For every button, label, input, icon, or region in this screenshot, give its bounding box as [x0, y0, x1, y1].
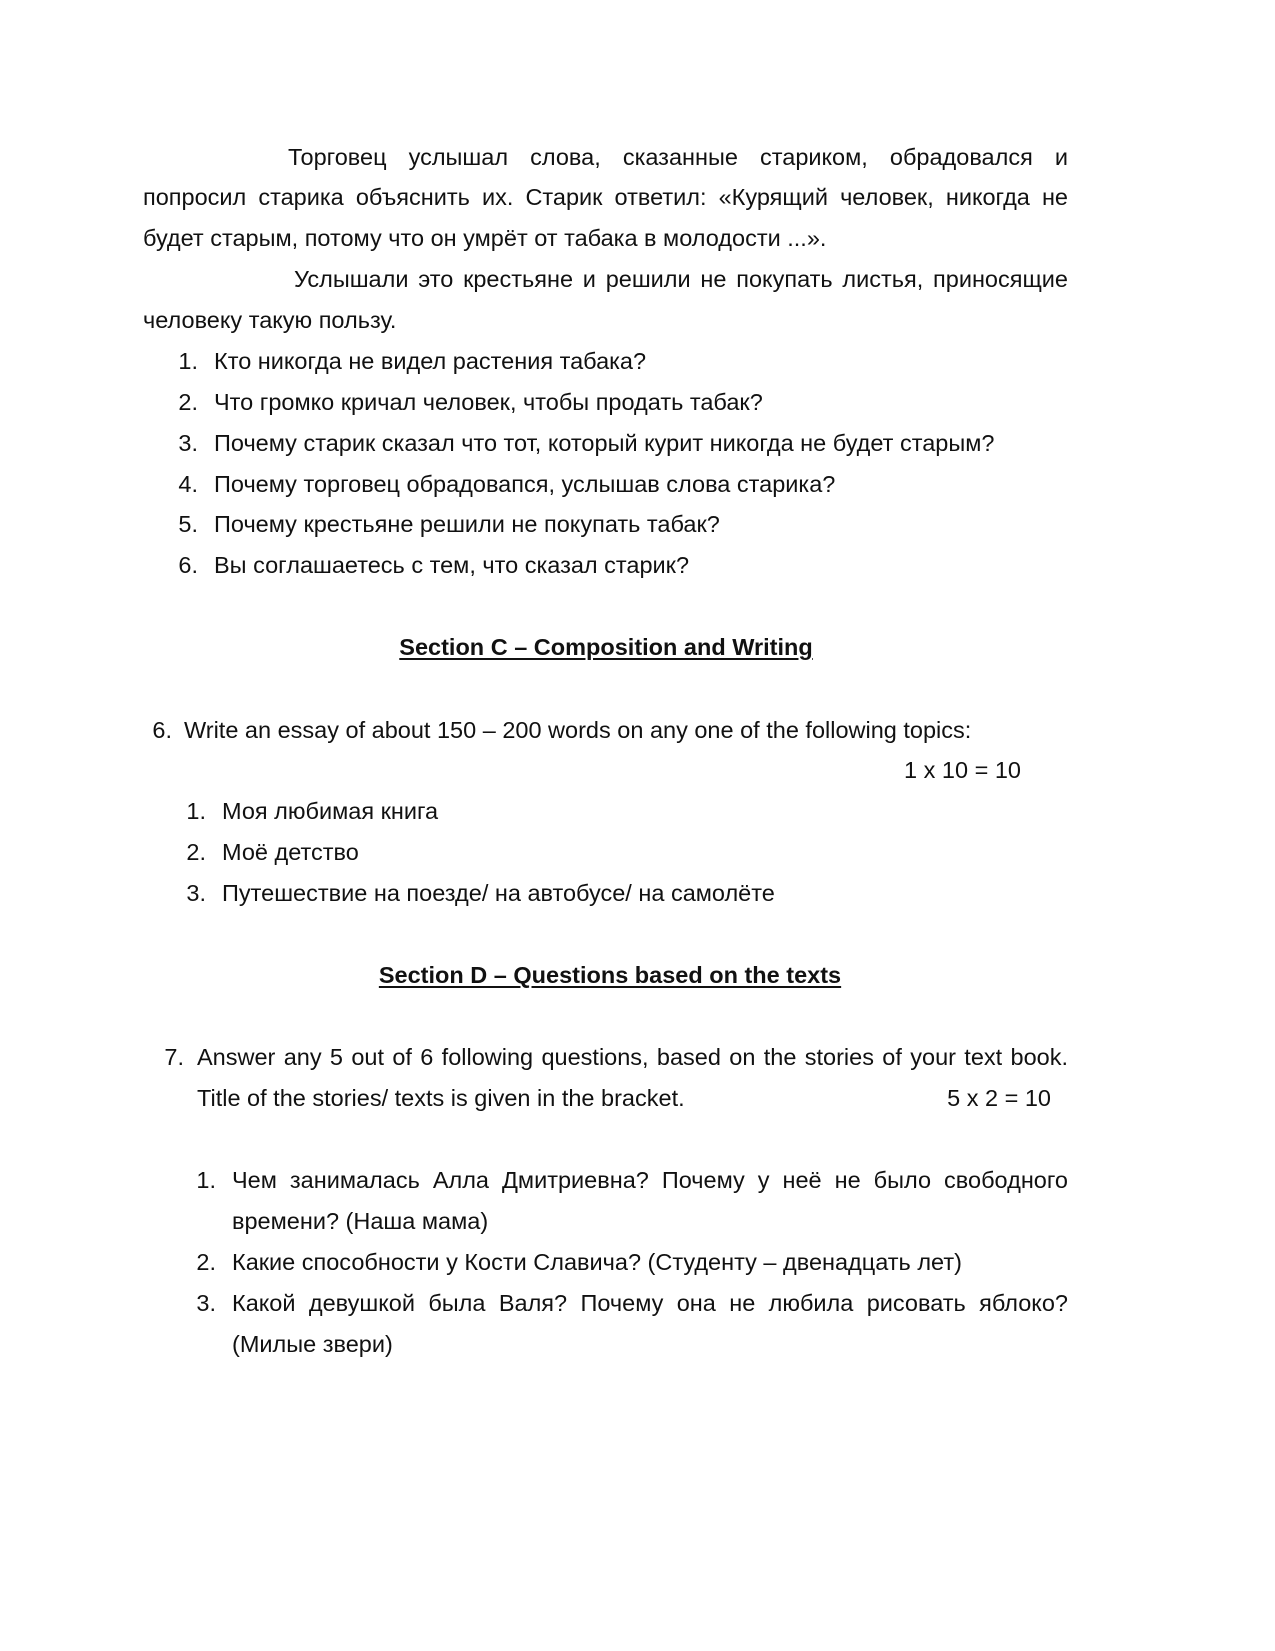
section-c-marks: 1 x 10 = 10 — [904, 757, 1021, 783]
essay-topic-text: Моё детство — [222, 839, 359, 865]
essay-topic — [170, 877, 775, 909]
section-c-question-text: Write an essay of about 150 – 200 words on any one of the following topics: — [184, 717, 972, 743]
text-question-line-1: Какие способности у Кости Славича? (Студенту – двенадцать лет) — [232, 1249, 962, 1275]
story-question — [160, 386, 763, 418]
section-c-heading: Section C – Composition and Writing — [399, 634, 813, 660]
section-c-question-number: 6. — [152, 717, 172, 743]
essay-topic-number: 3. — [186, 880, 206, 906]
text-question-number: 1. — [196, 1167, 216, 1193]
text-question-line-1: Чем занималась Алла Дмитриевна? Почему у неё не было свободного — [232, 1167, 1068, 1193]
section-d-question-line-1: Answer any 5 out of 6 following questions, based on the stories of your text book. — [197, 1044, 1068, 1070]
story-question-number: 1. — [178, 348, 198, 374]
story-question-number: 5. — [178, 511, 198, 537]
story-question-text: Почему старик сказал что тот, который курит никогда не будет старым? — [214, 430, 995, 456]
text-question-line-2: времени? (Наша мама) — [232, 1208, 489, 1234]
story-question — [160, 345, 646, 377]
story-question-text: Почему торговец обрадовапся, услышав слова старика? — [214, 471, 836, 497]
story-question — [160, 427, 994, 459]
story-question-text: Кто никогда не видел растения табака? — [214, 348, 647, 374]
story-paragraph-1-line-3: будет старым, потому что он умрёт от табака в молодости ...». — [143, 225, 827, 251]
essay-topic-number: 1. — [186, 798, 206, 824]
story-paragraph-1-line-2: попросил старика объяснить их. Старик ответил: «Курящий человек, никогда не — [143, 184, 1068, 210]
story-paragraph-2-line-2: человеку такую пользу. — [143, 307, 397, 333]
essay-topic — [170, 795, 438, 827]
section-d-marks: 5 x 2 = 10 — [947, 1085, 1051, 1111]
text-question-line-1: Какой девушкой была Валя? Почему она не любила рисовать яблоко? — [232, 1290, 1068, 1316]
section-d-heading: Section D – Questions based on the texts — [378, 962, 842, 988]
story-question-number: 3. — [178, 430, 198, 456]
story-question-number: 6. — [178, 552, 198, 578]
story-question — [160, 508, 720, 540]
essay-topic-number: 2. — [186, 839, 206, 865]
text-question-line-2: (Милые звери) — [232, 1331, 393, 1357]
story-question-number: 2. — [178, 389, 198, 415]
story-question-text: Что громко кричал человек, чтобы продать табак? — [214, 389, 763, 415]
section-c-question — [140, 714, 971, 746]
story-question-text: Вы соглашаетесь с тем, что сказал старик? — [214, 552, 690, 578]
text-question-number: 3. — [196, 1290, 216, 1316]
section-d-question-line-2: Title of the stories/ texts is given in the bracket. — [197, 1085, 685, 1111]
story-question-text: Почему крестьяне решили не покупать табак? — [214, 511, 720, 537]
text-question-number: 2. — [196, 1249, 216, 1275]
story-paragraph-2-line-1: Услышали это крестьяне и решили не покупать листья, приносящие — [294, 266, 1068, 292]
story-question — [160, 468, 835, 500]
story-question-number: 4. — [178, 471, 198, 497]
section-d-question-number: 7. — [164, 1044, 184, 1070]
story-question — [160, 549, 689, 581]
essay-topic-text: Моя любимая книга — [222, 798, 439, 824]
story-paragraph-1-line-1: Торговец услышал слова, сказанные стариком, обрадовался и — [288, 144, 1068, 170]
essay-topic — [170, 836, 359, 868]
essay-topic-text: Путешествие на поезде/ на автобусе/ на самолёте — [222, 880, 775, 906]
